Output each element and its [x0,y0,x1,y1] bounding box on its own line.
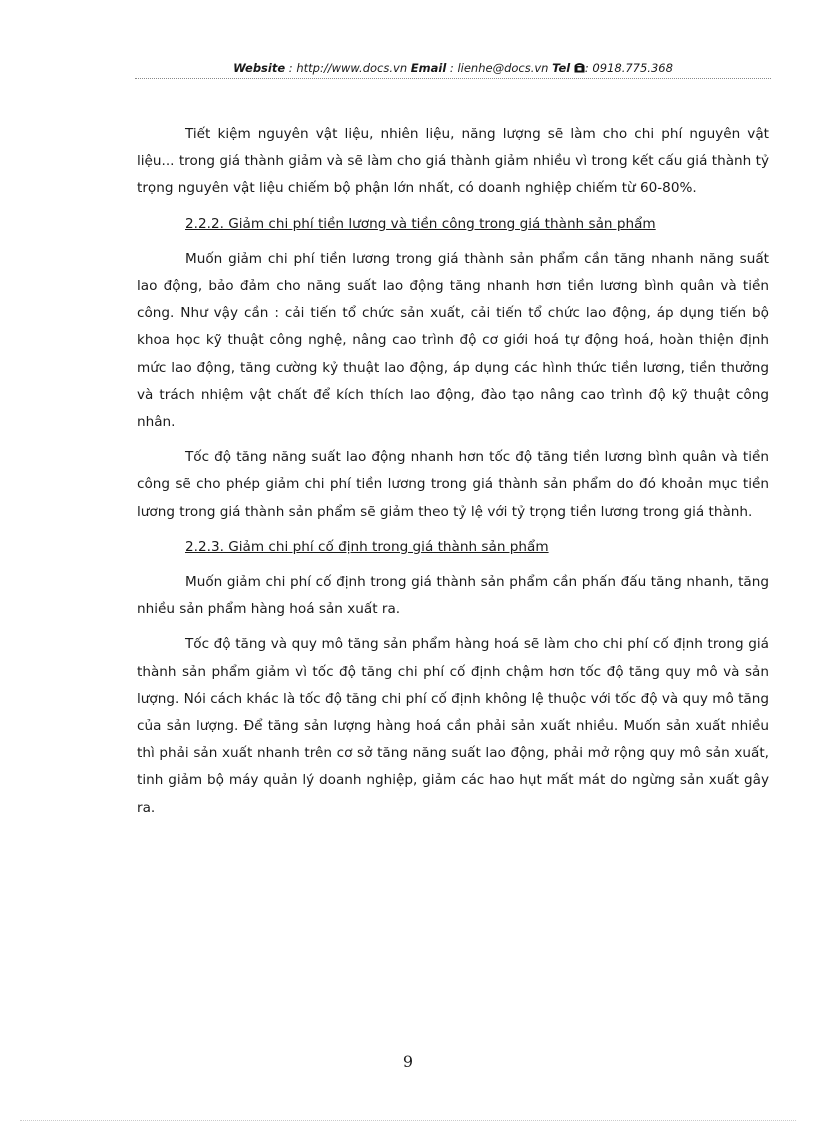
paragraph-2: Muốn giảm chi phí tiền lương trong giá thành sản phẩm cần tăng nhanh năng suất lao động, bảo đảm cho năng suất lao động tăng nhanh hơn tiền lương bình quân và tiền công. Như vậy cần : cải tiến tổ chức sản xuất, cải tiến tổ chức lao động, áp dụng tiến bộ khoa học kỹ thuật công nghệ, nâng cao trình độ cơ giới hoá tự động hoá, hoàn thiện định mức lao động, tăng cường kỷ thuật lao động, áp dụng các hình thức tiền lương, tiền thưởng và trách nhiệm vật chất để kích thích lao động, đào tạo nâng cao trình độ kỹ thuật công nhân. [137,250,769,431]
page-header [135,58,771,80]
phone-icon [574,62,585,73]
website-value: http://www.docs.vn [296,61,408,75]
header-divider [135,78,771,79]
section-heading-2-2-2: 2.2.2. Giảm chi phí tiền lương và tiền công trong giá thành sản phẩm [185,215,656,232]
website-label: Website [233,61,286,75]
paragraph-4: Muốn giảm chi phí cố định trong giá thành sản phẩm cần phấn đấu tăng nhanh, tăng nhiều sản phẩm hàng hoá sản xuất ra. [137,574,769,618]
website-separator: : [285,61,297,75]
paragraph-5: Tốc độ tăng và quy mô tăng sản phẩm hàng hoá sẽ làm cho chi phí cố định trong giá thành sản phẩm giảm vì tốc độ tăng chi phí cố định chậm hơn tốc độ tăng quy mô và sản lượng. Nói cách khác là tốc độ tăng chi phí cố định không lệ thuộc với tốc độ và quy mô tăng của sản lượng. Để tăng sản lượng hàng hoá cần phải sản xuất nhiều. Muốn sản xuất nhiều thì phải sản xuất nhanh trên cơ sở tăng năng suất lao động, phải mở rộng quy mô sản xuất, tinh giảm bộ máy quản lý doanh nghiệp, giảm các hao hụt mất mát do ngừng sản xuất gây ra. [137,636,769,816]
email-value: lienhe@docs.vn [457,61,549,75]
email-separator: : [446,61,458,75]
page-body [137,121,769,830]
email-label: Email [410,61,447,75]
tel-value: : 0918.775.368 [584,61,673,75]
paragraph-3: Tốc độ tăng năng suất lao động nhanh hơn tốc độ tăng tiền lương bình quân và tiền công sẽ cho phép giảm chi phí tiền lương trong giá thành sản phẩm do đó khoản mục tiền lương trong giá thành sản phẩm sẽ giảm theo tỷ lệ với tỷ trọng tiền lương trong giá thành. [137,449,769,520]
footer-divider [20,1120,796,1121]
page-number: 9 [402,1052,414,1071]
paragraph-1: Tiết kiệm nguyên vật liệu, nhiên liệu, năng lượng sẽ làm cho chi phí nguyên vật liệu... trong giá thành giảm và sẽ làm cho giá thành giảm nhiều vì trong kết cấu giá thành tỷ trọng nguyên vật liệu chiếm bộ phận lớn nhất, có doanh nghiệp chiếm từ 60-80%. [137,126,769,197]
tel-label: Tel [552,61,571,75]
section-heading-2-2-3: 2.2.3. Giảm chi phí cố định trong giá thành sản phẩm [185,538,549,555]
